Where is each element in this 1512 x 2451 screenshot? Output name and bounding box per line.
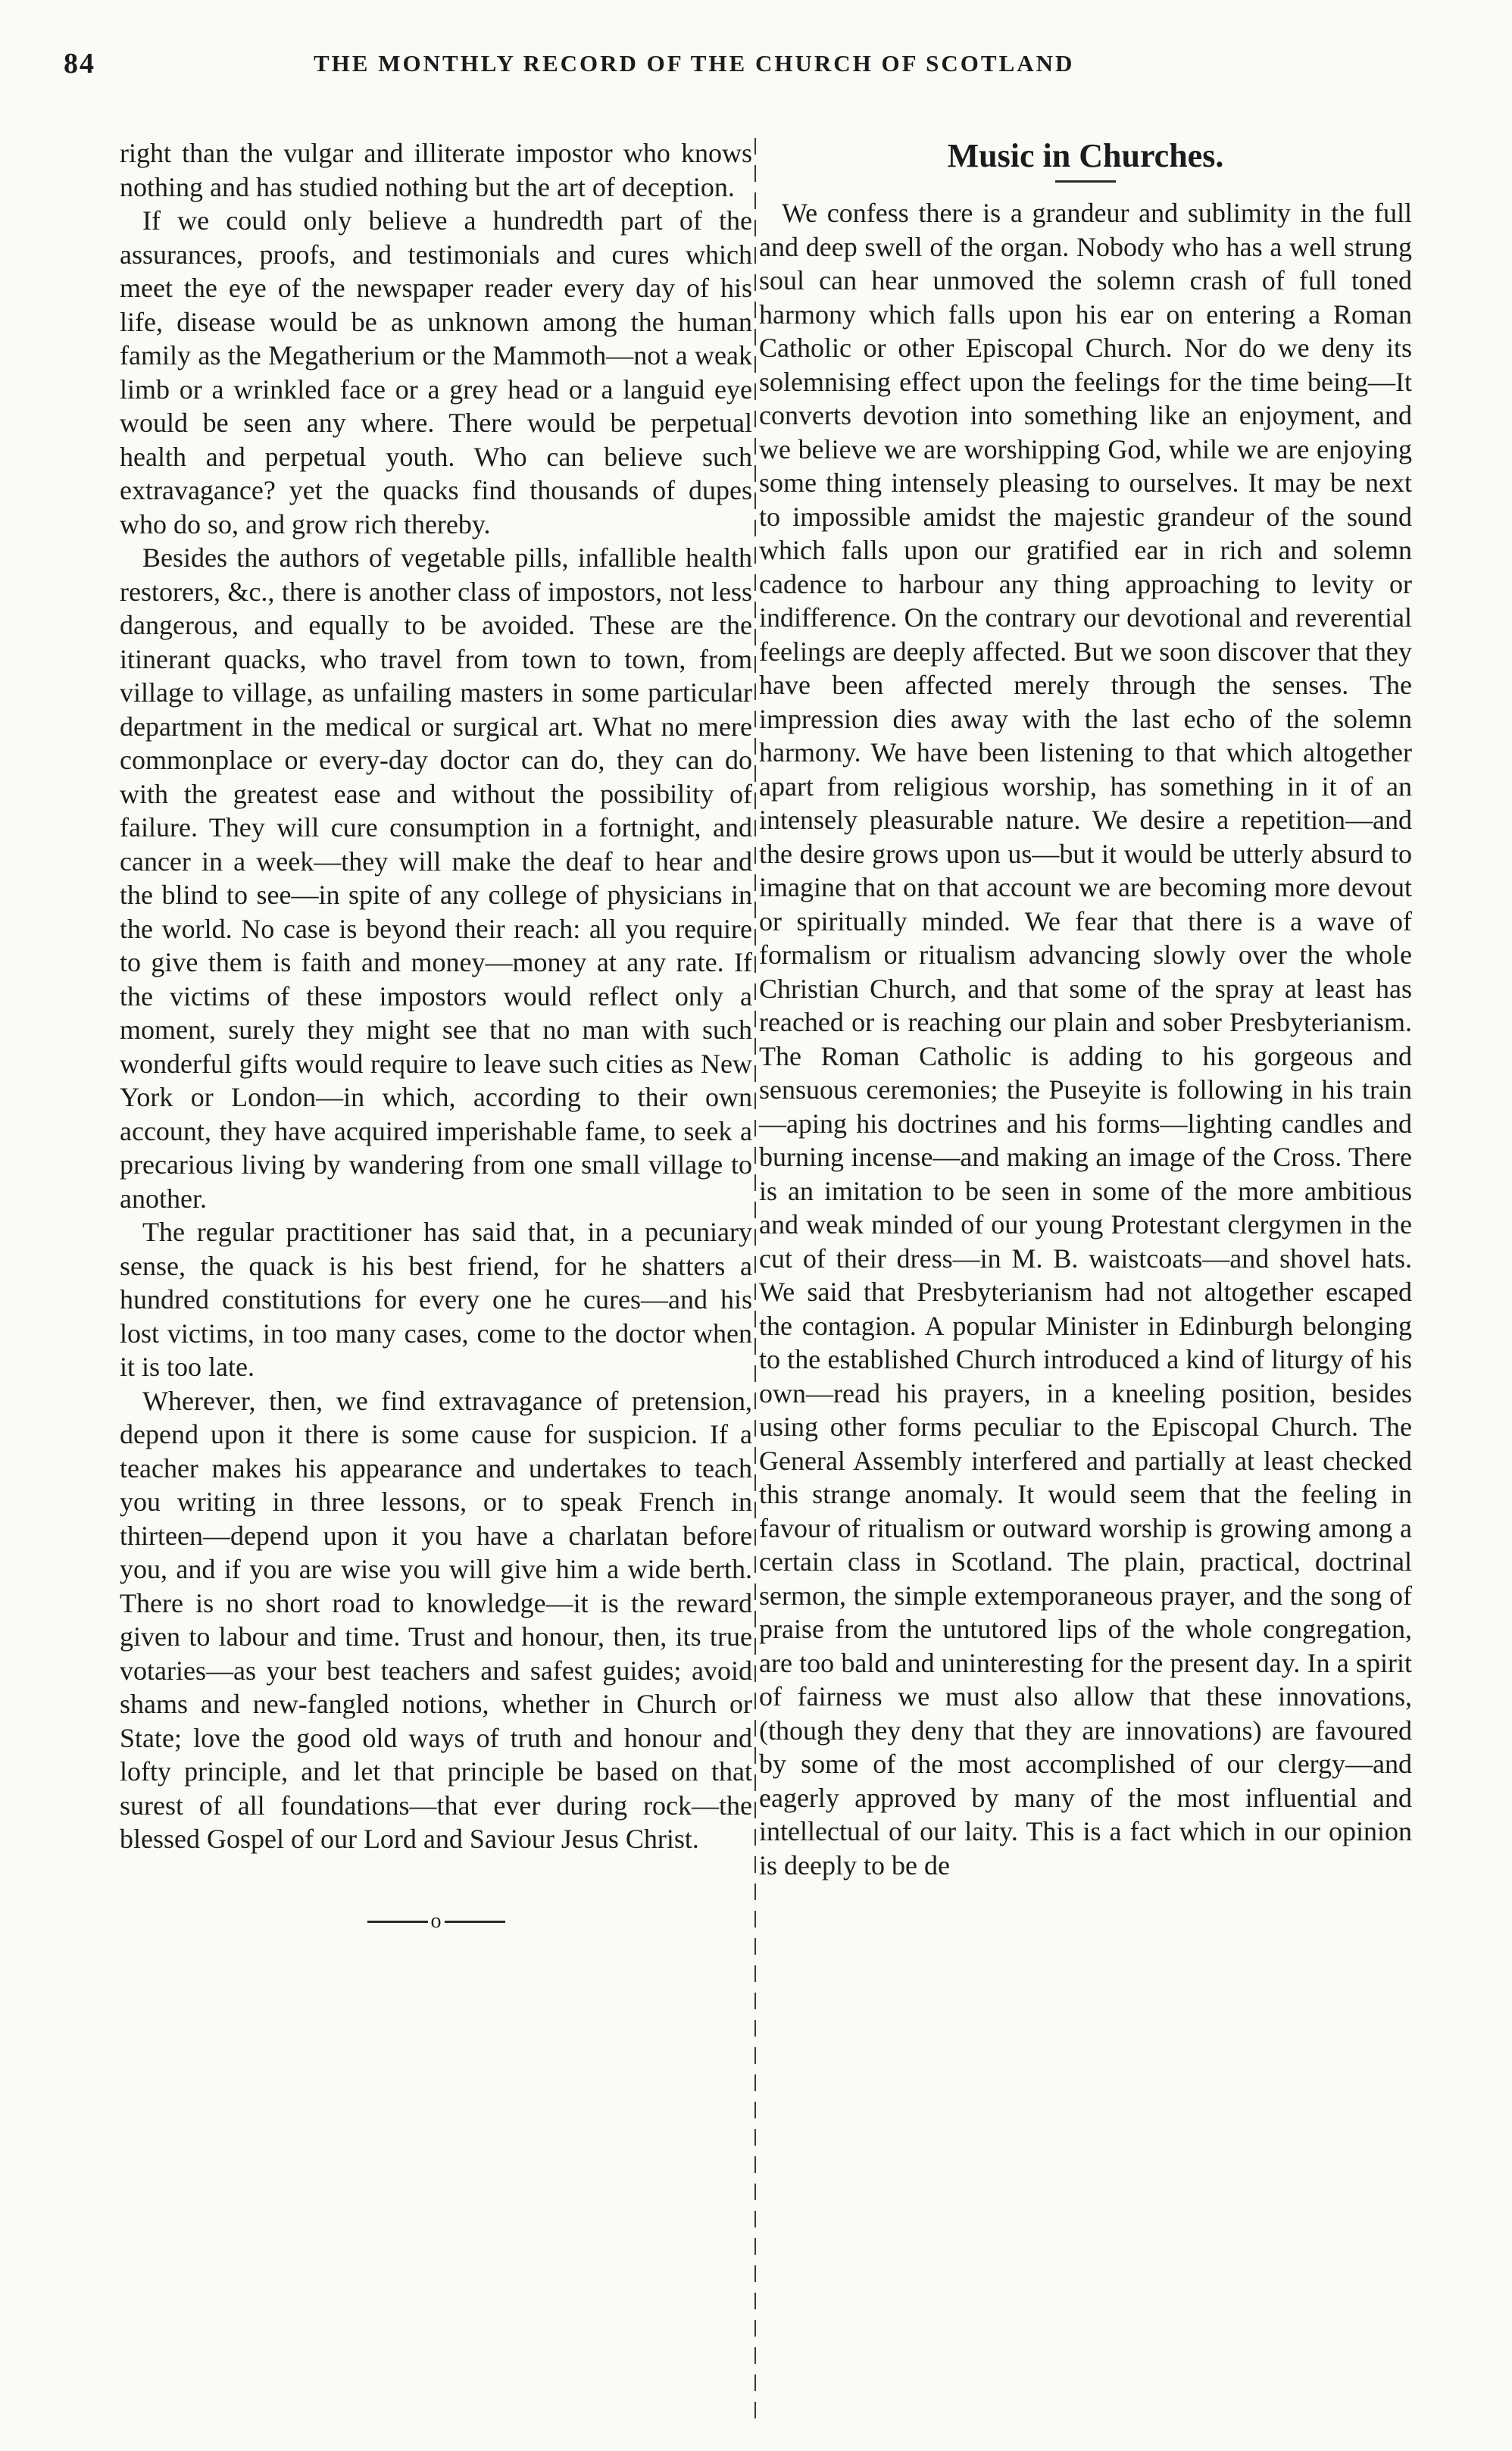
left-paragraph-5: Wherever, then, we find extravagance of pretension, depend upon it there is some cause for suspicion. If a teacher makes his appearance and undertakes to teach you writing in three lessons, or to speak French in thirteen—depend upon it you have a charlatan before you, and if you are wise you will give him a wide berth. There is no short road to knowledge—it is the reward given to labour and time. Trust and honour, then, its true votaries—as your best teachers and safest guides; avoid shams and new-fangled notions, whether in Church or State; love the good old ways of truth and honour and lofty principle, and let that principle be based on that surest of all foundations—that ever during rock—the blessed Gospel of our Lord and Saviour Jesus Christ. bbox=[120, 1385, 752, 1854]
ornament-line-left bbox=[367, 1921, 428, 1923]
article-title: Music in Churches. bbox=[947, 137, 1224, 174]
left-paragraph-2: If we could only believe a hundredth part of the assurances, proofs, and testimonials and cures which meet the eye of the newspaper reader every day of his life, disease would be as unknown among the human family as the Megatherium or the Mammoth—not a weak limb or a wrinkled face or a grey head or a languid eye would be seen any where. There would be perpetual health and perpetual youth. Who can believe such extravagance? yet the quacks find thousands of dupes who do so, and grow rich thereby. bbox=[120, 205, 752, 539]
column-divider bbox=[754, 138, 756, 2418]
ornament-line-right bbox=[445, 1921, 505, 1923]
left-paragraph-3: Besides the authors of vegetable pills, infallible health restorers, &c., there is another class of impostors, not less dangerous, and equally to be avoided. These are the itinerant quacks, who travel from town to town, from village to village, as unfailing masters in some particular department in the medical or surgical art. What no mere commonplace or every-day doctor can do, they can do with the greatest ease and without the possibility of failure. They will cure consumption in a fortnight, and cancer in a week—they will make the deaf to hear and the blind to see—in spite of any college of physicians in the world. No case is beyond their reach: all you require to give them is faith and money—money at any rate. If the victims of these impostors would reflect only a moment, surely they might see that no man with such wonderful gifts would require to leave such cities as New York or London—in which, according to their own account, they have acquired imperishable fame, to seek a precarious living by wandering from one small village to another. bbox=[120, 542, 752, 1214]
left-paragraph-4: The regular practitioner has said that, in a pecuniary sense, the quack is his best friend, for he shatters a hundred constitutions for every one he cures—and his lost victims, in too many cases, come to the doctor when it is too late. bbox=[120, 1217, 752, 1382]
right-column bbox=[759, 136, 1412, 1882]
page-number: 84 bbox=[64, 48, 95, 80]
page-header bbox=[64, 47, 1457, 92]
running-head: THE MONTHLY RECORD OF THE CHURCH OF SCOTLAND bbox=[314, 50, 1075, 77]
left-paragraph-1: right than the vulgar and illiterate impostor who knows nothing and has studied nothing but the art of deception. bbox=[120, 138, 752, 202]
title-rule bbox=[1055, 180, 1116, 183]
ornament-glyph: o bbox=[430, 1909, 442, 1934]
left-column bbox=[120, 136, 752, 1933]
end-ornament bbox=[120, 1909, 752, 1934]
right-paragraph-1: We confess there is a grandeur and sublimity in the full and deep swell of the organ. Nobody who has a well strung soul can hear unmoved the solemn crash of full toned harmony which falls upon his ear on entering a Roman Catholic or other Episcopal Church. Nor do we deny its solemnising effect upon the feelings for the time being—It converts devotion into something like an enjoyment, and we believe we are worshipping God, while we are enjoying some thing intensely pleasing to ourselves. It may be next to impossible amidst the majestic grandeur of the sound which falls upon our gratified ear in rich and solemn cadence to harbour any thing approaching to levity or indifference. On the contrary our devotional and reverential feelings are deeply affected. But we soon discover that they have been affected merely through the senses. The impression dies away with the last echo of the solemn harmony. We have been listening to that which altogether apart from religious worship, has something in it of an intensely pleasurable nature. We desire a repetition—and the desire grows upon us—but it would be utterly absurd to imagine that on that account we are becoming more devout or spiritually minded. We fear that there is a wave of formalism or ritualism advancing slowly over the whole Christian Church, and that some of the spray at least has reached or is reaching our plain and sober Presbyterianism. The Roman Catholic is adding to his gorgeous and sensuous ceremonies; the Puseyite is following in his train—aping his doctrines and his forms—lighting candles and burning incense—and making an image of the Cross. There is an imitation to be seen in some of the more ambitious and weak minded of our young Protestant clergymen in the cut of their dress—in M. B. waistcoats—and shovel hats. We said that Presbyterianism had not altogether escaped the contagion. A popular Minister in Edinburgh belonging to the established Church introduced a kind of liturgy of his own—read his prayers, in a kneeling position, besides using other forms peculiar to the Episcopal Church. The General Assembly interfered and partially at least checked this strange anomaly. It would seem that the feeling in favour of ritualism or outward worship is growing among a certain class in Scotland. The plain, practical, doctrinal sermon, the simple extemporaneous prayer, and the song of praise from the untutored lips of the whole congregation, are too bald and uninteresting for the present day. In a spirit of fairness we must also allow that these innovations, (though they deny that they are innovations) are favoured by some of the most accomplished of our clergy—and eagerly approved by many of the most influential and intellectual of our laity. This is a fact which in our opinion is deeply to be de bbox=[759, 198, 1412, 1880]
